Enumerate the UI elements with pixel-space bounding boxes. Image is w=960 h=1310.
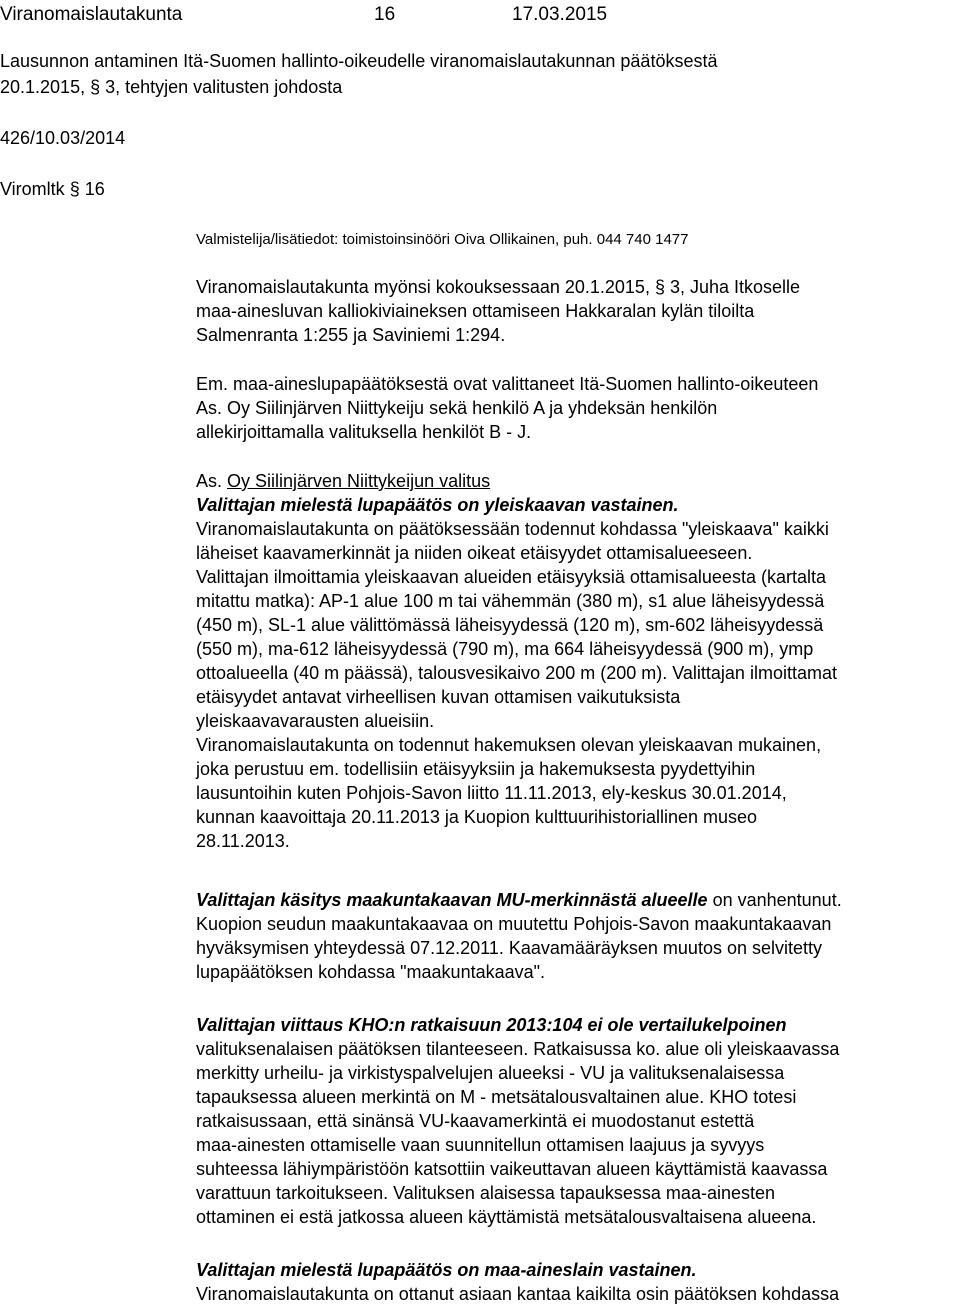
text-line: (550 m), ma-612 läheisyydessä (790 m), ma 664 läheisyydessä (900 m), ymp: [196, 639, 814, 659]
text-line: maa-ainesten ottamiselle vaan suunnitellun ottamisen laajuus ja syvyys: [196, 1135, 765, 1155]
maa-claim: Valittajan mielestä lupapäätös on maa-aineslain vastainen.: [196, 1260, 697, 1280]
text-line: lupapäätöksen kohdassa "maakuntakaava".: [196, 962, 546, 982]
niittykeiju-heading: [196, 469, 490, 493]
text-line: läheiset kaavamerkinnät ja niiden oikeat etäisyydet ottamisalueeseen.: [196, 543, 753, 563]
text-line: Viranomaislautakunta on todennut hakemuksen olevan yleiskaavan mukainen,: [196, 735, 822, 755]
text-line: tapauksessa alueen merkintä on M - metsätalousvaltainen alue. KHO totesi: [196, 1087, 797, 1107]
heading-prefix: As.: [196, 471, 228, 491]
mu-claim-line: [196, 888, 956, 912]
text-line: Viranomaislautakunta on päätöksessään todennut kohdassa "yleiskaava" kaikki: [196, 519, 829, 539]
text-line: yleiskaavavarausten alueisiin.: [196, 711, 435, 731]
mu-paragraph: [196, 888, 956, 984]
text-line: lausuntoihin kuten Pohjois-Savon liitto 11.11.2013, ely-keskus 30.01.2014,: [196, 783, 787, 803]
intro-line3: Salmenranta 1:255 ja Saviniemi 1:294.: [196, 325, 506, 345]
text-line: Kuopion seudun maakuntakaavaa on muutettu Pohjois-Savon maakuntakaavan: [196, 914, 832, 934]
title-rest: 3, tehtyjen valitusten johdosta: [100, 77, 343, 97]
text-line: etäisyydet antavat virheellisen kuvan ottamisen vaikutuksista: [196, 687, 681, 707]
text-line: merkitty urheilu- ja virkistyspalvelujen alueeksi - VU ja valituksenalaisessa: [196, 1063, 785, 1083]
text-line: (450 m), SL-1 alue välittömässä läheisyydessä (120 m), sm-602 läheisyydessä: [196, 615, 824, 635]
text-line: Viranomaislautakunta on ottanut asiaan kantaa kaikilta osin päätöksen kohdassa: [196, 1284, 840, 1304]
mu-claim-rest: on vanhentunut.: [707, 890, 842, 910]
text-line: valituksenalaisen päätöksen tilanteeseen. Ratkaisussa ko. alue oli yleiskaavassa: [196, 1039, 840, 1059]
text-line: hyväksymisen yhteydessä 07.12.2011. Kaavamääräyksen muutos on selvitetty: [196, 938, 823, 958]
header-organ: Viranomaislautakunta: [0, 4, 183, 25]
text-line: ottaminen ei estä jatkossa alueen käyttämistä metsätalousvaltaisena alueena.: [196, 1207, 817, 1227]
intro-text-rest: 3, Juha Itkoselle: [664, 277, 801, 297]
text-line: suhteessa lähiympäristöön katsottiin vaikeuttavan alueen käyttämistä kaavassa: [196, 1159, 828, 1179]
niittykeiju-claim: Valittajan mielestä lupapäätös on yleiskaavan vastainen.: [196, 495, 679, 515]
text-line: varattuun tarkoitukseen. Valituksen alaisessa tapauksessa maa-ainesten: [196, 1183, 775, 1203]
viromltk-label: Viromltk: [0, 179, 65, 199]
preparer-info: Valmistelija/lisätiedot: toimistoinsinööri Oiva Ollikainen, puh. 044 740 1477: [196, 231, 689, 248]
document-title-line2: [0, 75, 342, 99]
heading-underlined: Oy Siilinjärven Niittykeijun valitus: [227, 471, 491, 491]
maa-paragraph: [196, 1258, 956, 1306]
text-line: Valittajan ilmoittamia yleiskaavan alueiden etäisyyksiä ottamisalueesta (kartalta: [196, 567, 826, 587]
text-line: mitattu matka): AP-1 alue 100 m tai vähemmän (380 m), s1 alue läheisyydessä: [196, 591, 825, 611]
section-sign-icon: §: [654, 277, 665, 297]
viromltk-section: 16: [84, 179, 105, 199]
header-section-number: 16: [374, 4, 396, 25]
niittykeiju-response: [196, 517, 956, 853]
text-line: joka perustuu em. todellisiin etäisyyksiin ja hakemuksesta pyydettyihin: [196, 759, 756, 779]
text-line: 28.11.2013.: [196, 831, 290, 851]
appeal-line1: Em. maa-aineslupapäätöksestä ovat valittaneet Itä-Suomen hallinto-oikeuteen: [196, 374, 819, 394]
text-line: kunnan kaavoittaja 20.11.2013 ja Kuopion kulttuurihistoriallinen museo: [196, 807, 758, 827]
title-date: 20.1.2015,: [0, 77, 91, 97]
intro-line2: maa-ainesluvan kalliokiviaineksen ottamiseen Hakkaralan kylän tiloilta: [196, 301, 755, 321]
header-date: 17.03.2015: [512, 4, 608, 25]
document-title-line1: Lausunnon antaminen Itä-Suomen hallinto-oikeudelle viranomaislautakunnan päätöksestä: [0, 51, 718, 71]
text-line: ratkaisussaan, että sinänsä VU-kaavamerkintä ei muodostanut estettä: [196, 1111, 755, 1131]
viromltk-line: [0, 177, 105, 201]
section-sign-icon: §: [69, 179, 80, 199]
intro-text: Viranomaislautakunta myönsi kokouksessaan 20.1.2015,: [196, 277, 655, 297]
appeal-line3: allekirjoittamalla valituksella henkilöt B - J.: [196, 422, 532, 442]
kho-paragraph: [196, 1013, 956, 1229]
appeal-line2: As. Oy Siilinjärven Niittykeiju sekä henkilö A ja yhdeksän henkilön: [196, 398, 718, 418]
section-sign-icon: §: [90, 77, 101, 97]
text-line: ottoalueella (40 m päässä), talousvesikaivo 200 m (200 m). Valittajan ilmoittamat: [196, 663, 837, 683]
record-number: 426/10.03/2014: [0, 128, 126, 148]
mu-claim: Valittajan käsitys maakuntakaavan MU-merkinnästä alueelle: [196, 890, 708, 910]
intro-line1: [196, 275, 800, 299]
kho-claim: Valittajan viittaus KHO:n ratkaisuun 2013:104 ei ole vertailukelpoinen: [196, 1015, 787, 1035]
